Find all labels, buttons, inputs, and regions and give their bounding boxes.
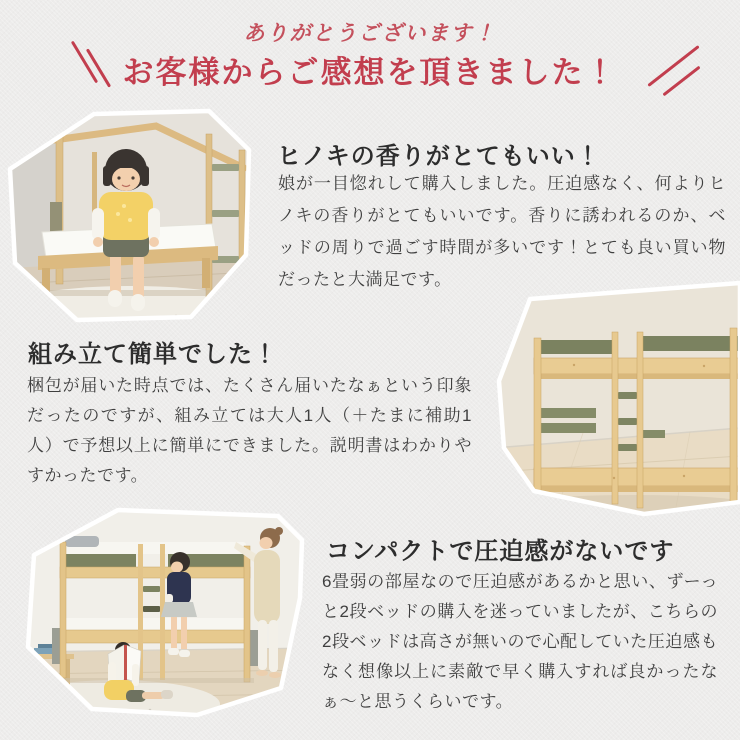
review-heading: ヒノキの香りがとてもいい！ [277, 143, 601, 170]
review-body: 娘が一目惚れして購入しました。圧迫感なく、何よりヒノキの香りがとてもいいです。香りに誘われるのか、ベッドの周りで過ごす時間が多いです！とても良い買い物だったと大満足です。 [278, 174, 726, 289]
review-heading: 組み立て簡単でした！ [28, 341, 278, 368]
photo-bunk-bed-frame [494, 280, 740, 518]
photo-girl-on-lower-bunk [6, 106, 258, 326]
review-body: 6畳弱の部屋なので圧迫感があるかと思い、ずーっと2段ベッドの購入を迷っていましたが、こちらの2段ベッドは高さが無いので心配していた圧迫感もなく想像以上に素敵で早く購入すれば良かったなぁ〜と思うくらいです。 [322, 572, 718, 711]
section-title: お客様からご感想を頂きました！ [122, 55, 618, 90]
review-body: 梱包が届いた時点では、たくさん届いたなぁという印象だったのですが、組み立ては大人1人（＋たまに補助1人）で予想以上に簡単にできました。説明書はわかりやすかったです。 [27, 376, 472, 485]
review-heading: コンパクトで圧迫感がないです [326, 538, 675, 565]
thanks-script-text: ありがとうございます！ [243, 22, 497, 45]
photo-family-with-bunk-bed [20, 502, 312, 722]
